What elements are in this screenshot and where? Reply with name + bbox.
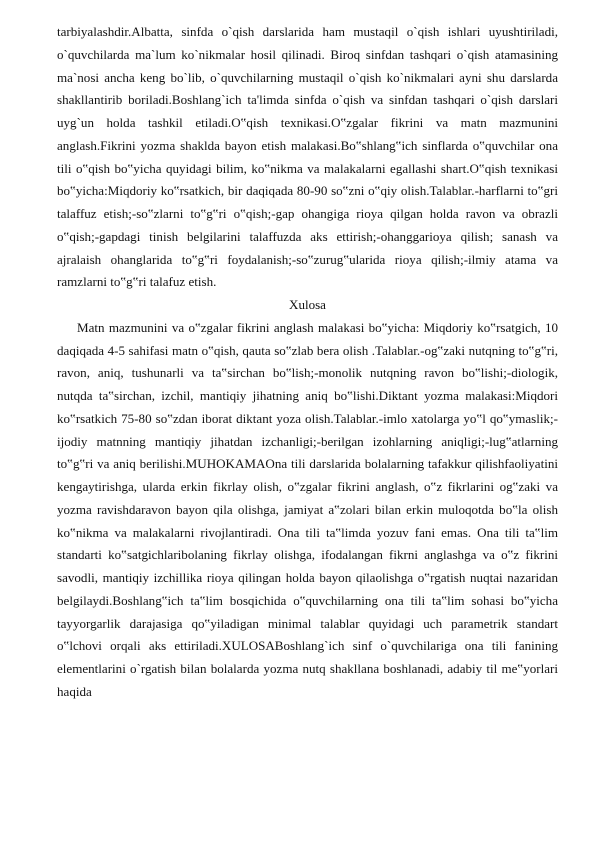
- document-page: [57, 21, 558, 704]
- body-paragraph-intro: tarbiyalashdir.Albatta, sinfda o`qish darslarida ham mustaqil o`qish ishlari uyushtiriladi, o`quvchilarda ma`lum ko`nikmalar hosil qilinadi. Biroq sinfdan tashqari o`qish atamasining ma`nosi ancha keng bo`lib, o`quvchilarning mustaqil o`qish ko`nikmalari ayni shu darslarda shakllantirib boriladi.Boshlang`ich ta'limda sinfda o`qish va sinfdan tashqari o`qish darslari uyg`un holda tashkil etiladi.O‟qish texnikasi.O‟zgalar fikrini va matn mazmunini anglash.Fikrini yozma shaklda bayon etish malakasi.Bo‟shlang‟ich sinflarda o‟quvchilar ona tili o‟qish bo‟yicha quyidagi bilim, ko‟nikma va malakalarni egallashi shart.O‟qish texnikasi bo‟yicha:Miqdoriy ko‟rsatkich, bir daqiqada 80-90 so‟zni o‟qiy olish.Talablar.-harflarni to‟gri talaffuz etish;-so‟zlarni to‟g‟ri o‟qish;-gap ohangiga rioya qilgan holda ravon va obrazli o‟qish;-gapdagi tinish belgilarini talaffuzda aks ettirish;-ohanggarioya qilish; sanash va ajralaish ohanglarida to‟g‟ri foydalanish;-so‟zurug‟ularida rioya qilish;-ilmiy atama va ramzlarni to‟g‟ri talafuz etish.: [57, 24, 558, 290]
- section-heading-xulosa: Xulosa: [289, 297, 326, 312]
- body-paragraph-conclusion: Matn mazmunini va o‟zgalar fikrini anglash malakasi bo‟yicha: Miqdoriy ko‟rsatgich, 10 daqiqada 4-5 sahifasi matn o‟qish, qauta so‟zlab bera olish .Talablar.-og‟zaki nutqning to‟g‟ri, ravon, aniq, tushunarli va ta‟sirchan bo‟lish;-monolik nutqning ravon bo‟lishi;-diologik, nutqda ta‟sirchan, izchil, mantiqiy jihatning aniq bo‟lishi.Diktant yozma malakasi:Miqdori ko‟rsatkich 75-80 so‟zdan iborat diktant yoza olish.Talablar.-imlo xatolarga yo‟l qo‟ymaslik;-ijodiy matnning mantiqiy jihatdan izchanligi;-berilgan izohlarning aniqligi;-lug‟atlarning to‟g‟ri va aniq berilishi.MUHOKAMAOna tili darslarida bolalarning tafakkur qilishfaoliyatini kengaytirishga, ularda erkin fikrlay olish, o‟zgalar fikrini anglash, o‟z fikrlarini og‟zaki va yozma ravishdaravon bayon qila olishga, jamiyat a‟zolari bilan erkin muloqotda bo‟la olish ko‟nikma va malakalarni rivojlantiradi. Ona tili ta‟limda yozuv fani emas. Ona tili ta‟lim standarti ko‟satgichlaribolaning fikrlay olishga, ifodalangan fikrni anglashga va o‟z fikrini savodli, mantiqiy izchillika rioya qilingan holda bayon qilaolishga o‟rgatish nuqtai nazaridan belgilaydi.Boshlang‟ich ta‟lim bosqichida o‟quvchilarning ona tili ta‟lim sohasi bo‟yicha tayyorgarlik darajasiga qo‟yiladigan minimal talablar quyidagi uch parametrik standart o‟lchovi orqali aks ettiriladi.XULOSABoshlang`ich sinf o`quvchilariga ona tili fanining elementlarini o`rgatish bilan bolalarda yozma nutq shakllana boshlanadi, adabiy til me‟yorlari haqida: [57, 319, 558, 699]
